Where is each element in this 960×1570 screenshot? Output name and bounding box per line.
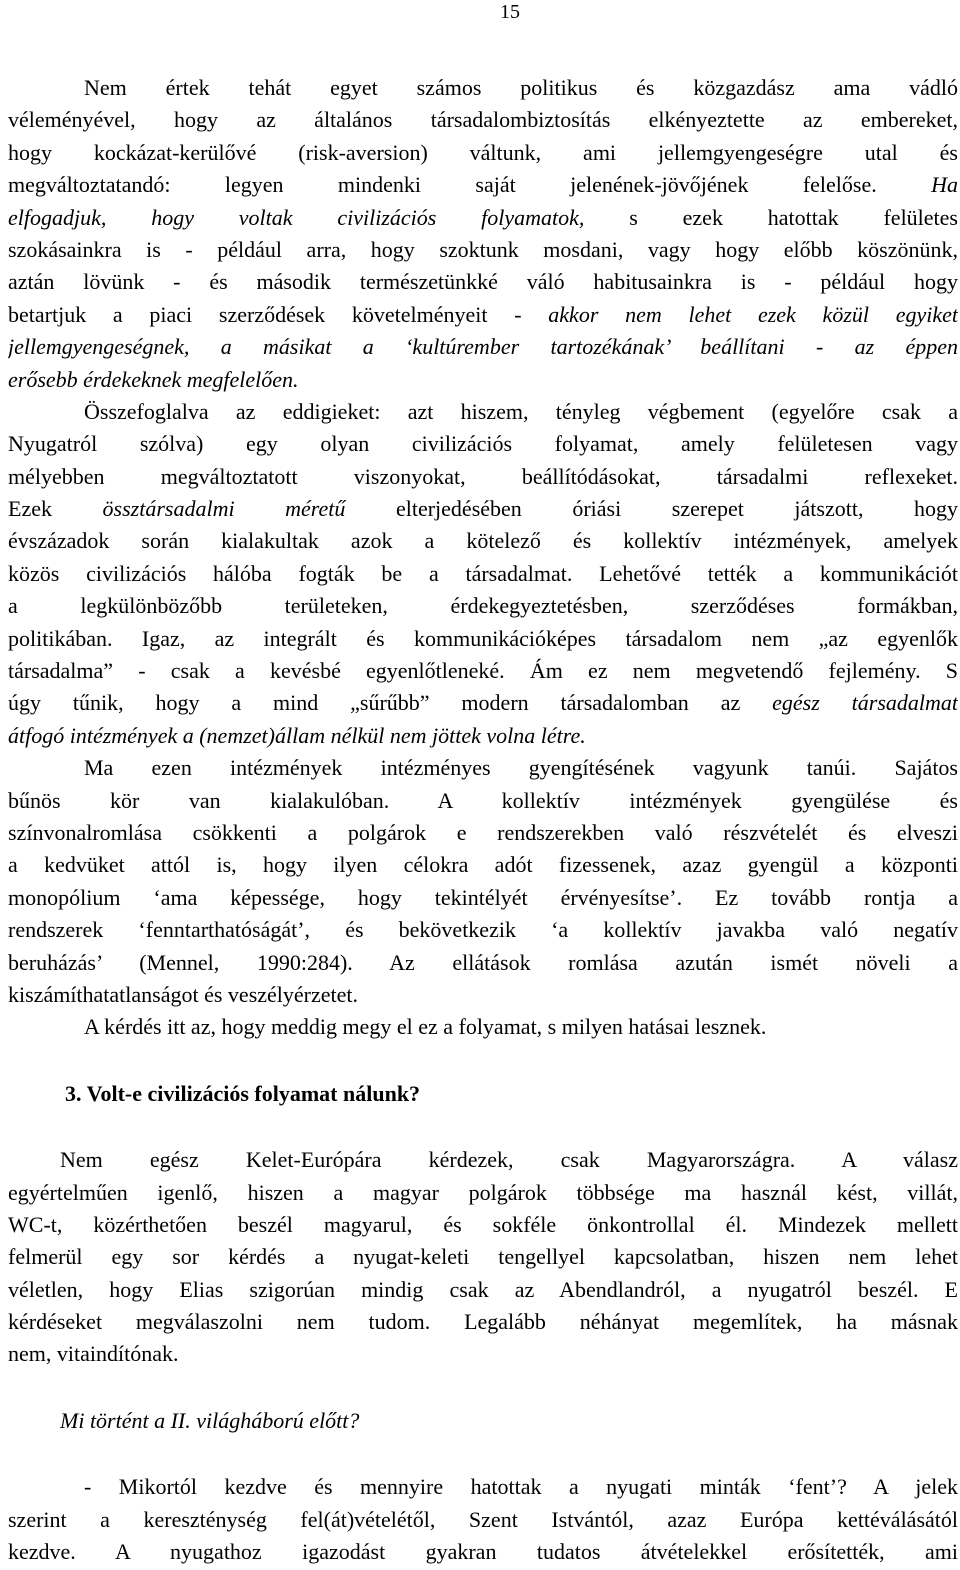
text-span: úgy tűnik, hogy a mind „sűrűbb” modern társadalomban az xyxy=(8,690,741,716)
text-line: mélyebben megváltoztatott viszonyokat, beállítódásokat, társadalmi reflexeket. xyxy=(8,463,958,489)
text-line: átfogó intézmények a (nemzet)állam nélkül nem jöttek volna létre. xyxy=(8,722,586,748)
text-line: véleményével, hogy az általános társadalombiztosítás elkényeztette az embereket, xyxy=(8,107,958,133)
paragraph-2 xyxy=(8,396,958,752)
text-line: színvonalromlása csökkenti a polgárok e rendszerekben való részvételét és elveszi xyxy=(8,819,958,845)
page-number: 15 xyxy=(500,1,520,23)
text-line: beruházás’ (Mennel, 1990:284). Az ellátások romlása azután ismét növeli a xyxy=(8,949,958,975)
text-line: felmerül egy sor kérdés a nyugat-keleti tengellyel kapcsolatban, hiszen nem lehet xyxy=(8,1244,958,1270)
text-line: évszázadok során kialakultak azok a kötelező és kollektív intézmények, amelyek xyxy=(8,528,958,554)
text-line xyxy=(8,299,958,331)
italic-span: akkor nem lehet ezek közül egyiket xyxy=(548,301,958,327)
text-line: bűnös kör van kialakulóban. A kollektív intézmények gyengülése és xyxy=(8,787,958,813)
text-line: szerint a kereszténység fel(át)vételétől, Szent Istvántól, azaz Európa kettéválásától xyxy=(8,1506,958,1532)
text-line: hogy kockázat-kerülővé (risk-aversion) váltunk, ami jellemgyengeségre utal és xyxy=(8,139,958,165)
text-line: aztán lövünk - és második természetünkké váló habitusainkra is - például hogy xyxy=(8,269,958,295)
text-line: nem, vitaindítónak. xyxy=(8,1341,179,1367)
italic-span: össztársadalmi méretű xyxy=(102,496,346,522)
section-heading: 3. Volt-e civilizációs folyamat nálunk? xyxy=(65,1080,421,1106)
text-span: Ezek xyxy=(8,496,52,522)
text-line xyxy=(8,493,958,525)
paragraph-4 xyxy=(8,1011,958,1043)
italic-span: Ha xyxy=(931,172,958,198)
text-line: Nyugatról szólva) egy olyan civilizációs folyamat, amely felületesen vagy xyxy=(8,431,958,457)
paragraph-5 xyxy=(8,1144,958,1371)
text-span: betartjuk a piaci szerződések követelményeit - xyxy=(8,301,522,327)
text-line: rendszerek ‘fenntarthatóságát’, és bekövetkezik ‘a kollektív javakba való negatív xyxy=(8,917,958,943)
text-line: a kedvüket attól is, hogy ilyen célokra adót fizessenek, azaz gyengül a központi xyxy=(8,852,958,878)
text-span: elterjedésében óriási szerepet játszott, hogy xyxy=(395,496,958,522)
italic-span: elfogadjuk, hogy voltak civilizációs folyamatok, xyxy=(8,204,585,230)
text-line xyxy=(8,169,958,201)
text-line: Nem értek tehát egyet számos politikus és közgazdász ama vádló xyxy=(84,75,958,100)
paragraph-3 xyxy=(8,752,958,1011)
spacer xyxy=(8,1044,958,1078)
text-line: véletlen, hogy Elias szigorúan mindig csak az Abendlandról, a nyugatról beszél. E xyxy=(8,1276,958,1302)
text-line: WC-t, közérthetően beszél magyarul, és sokféle önkontrollal él. Mindezek mellett xyxy=(8,1211,958,1237)
text-line xyxy=(8,202,958,234)
text-line: - Mikortól kezdve és mennyire hatottak a nyugati minták ‘fent’? A jelek xyxy=(84,1474,958,1500)
text-line: erősebb érdekeknek megfelelően. xyxy=(8,366,299,392)
text-line: szokásainkra is - például arra, hogy szoktunk mosdani, vagy hogy előbb köszönünk, xyxy=(8,236,958,262)
text-line: kérdéseket megválaszolni nem tudom. Legalább néhányat megemlítek, ha másnak xyxy=(8,1309,958,1335)
text-line: közös civilizációs hálóba fogták be a társadalmat. Lehetővé tették a kommunikációt xyxy=(8,560,958,586)
text-line: A kérdés itt az, hogy meddig megy el ez a folyamat, s milyen hatásai lesznek. xyxy=(84,1014,767,1040)
italic-span: egész társadalmat xyxy=(772,690,958,716)
text-line: monopólium ‘ama képessége, hogy tekintélyét érvényesítse’. Ez tovább rontja a xyxy=(8,884,958,910)
spacer xyxy=(8,1371,958,1405)
text-line: társadalma” - csak a kevésbé egyenlőtleneké. Ám ez nem megvetendő fejlemény. S xyxy=(8,658,958,684)
subheading: Mi történt a II. világháború előtt? xyxy=(60,1407,360,1433)
text-line: jellemgyengeségnek, a másikat a ‘kultúrember tartozékának’ beállítani - az éppen xyxy=(8,334,958,360)
text-line: Nem egész Kelet-Európára kérdezek, csak Magyarországra. A válasz xyxy=(60,1147,958,1173)
text-line: kiszámíthatatlanságot és veszélyérzetet. xyxy=(8,981,359,1007)
spacer xyxy=(8,1437,958,1471)
text-span: s ezek hatottak felületes xyxy=(629,204,958,230)
text-line: a legkülönbözőbb területeken, érdekegyeztetésben, szerződéses formákban, xyxy=(8,593,958,619)
paragraph-6 xyxy=(8,1471,958,1568)
text-line: politikában. Igaz, az integrált és kommunikációképes társadalom nem „az egyenlők xyxy=(8,625,958,651)
text-line: Ma ezen intézmények intézményes gyengítésének vagyunk tanúi. Sajátos xyxy=(84,755,958,781)
text-span: megváltoztatandó: legyen mindenki saját jelenének-jövőjének felelőse. xyxy=(8,172,877,198)
text-line: kezdve. A nyugathoz igazodást gyakran tudatos átvételekkel erősítették, ami xyxy=(8,1539,958,1565)
document-body xyxy=(8,72,958,1568)
text-line: Összefoglalva az eddigieket: azt hiszem, tényleg végbement (egyelőre csak a xyxy=(84,398,958,424)
text-line: egyértelműen igenlő, hiszen a magyar polgárok többsége ma használ kést, villát, xyxy=(8,1179,958,1205)
spacer xyxy=(8,1110,958,1144)
text-line xyxy=(8,687,958,719)
paragraph-1 xyxy=(8,72,958,396)
